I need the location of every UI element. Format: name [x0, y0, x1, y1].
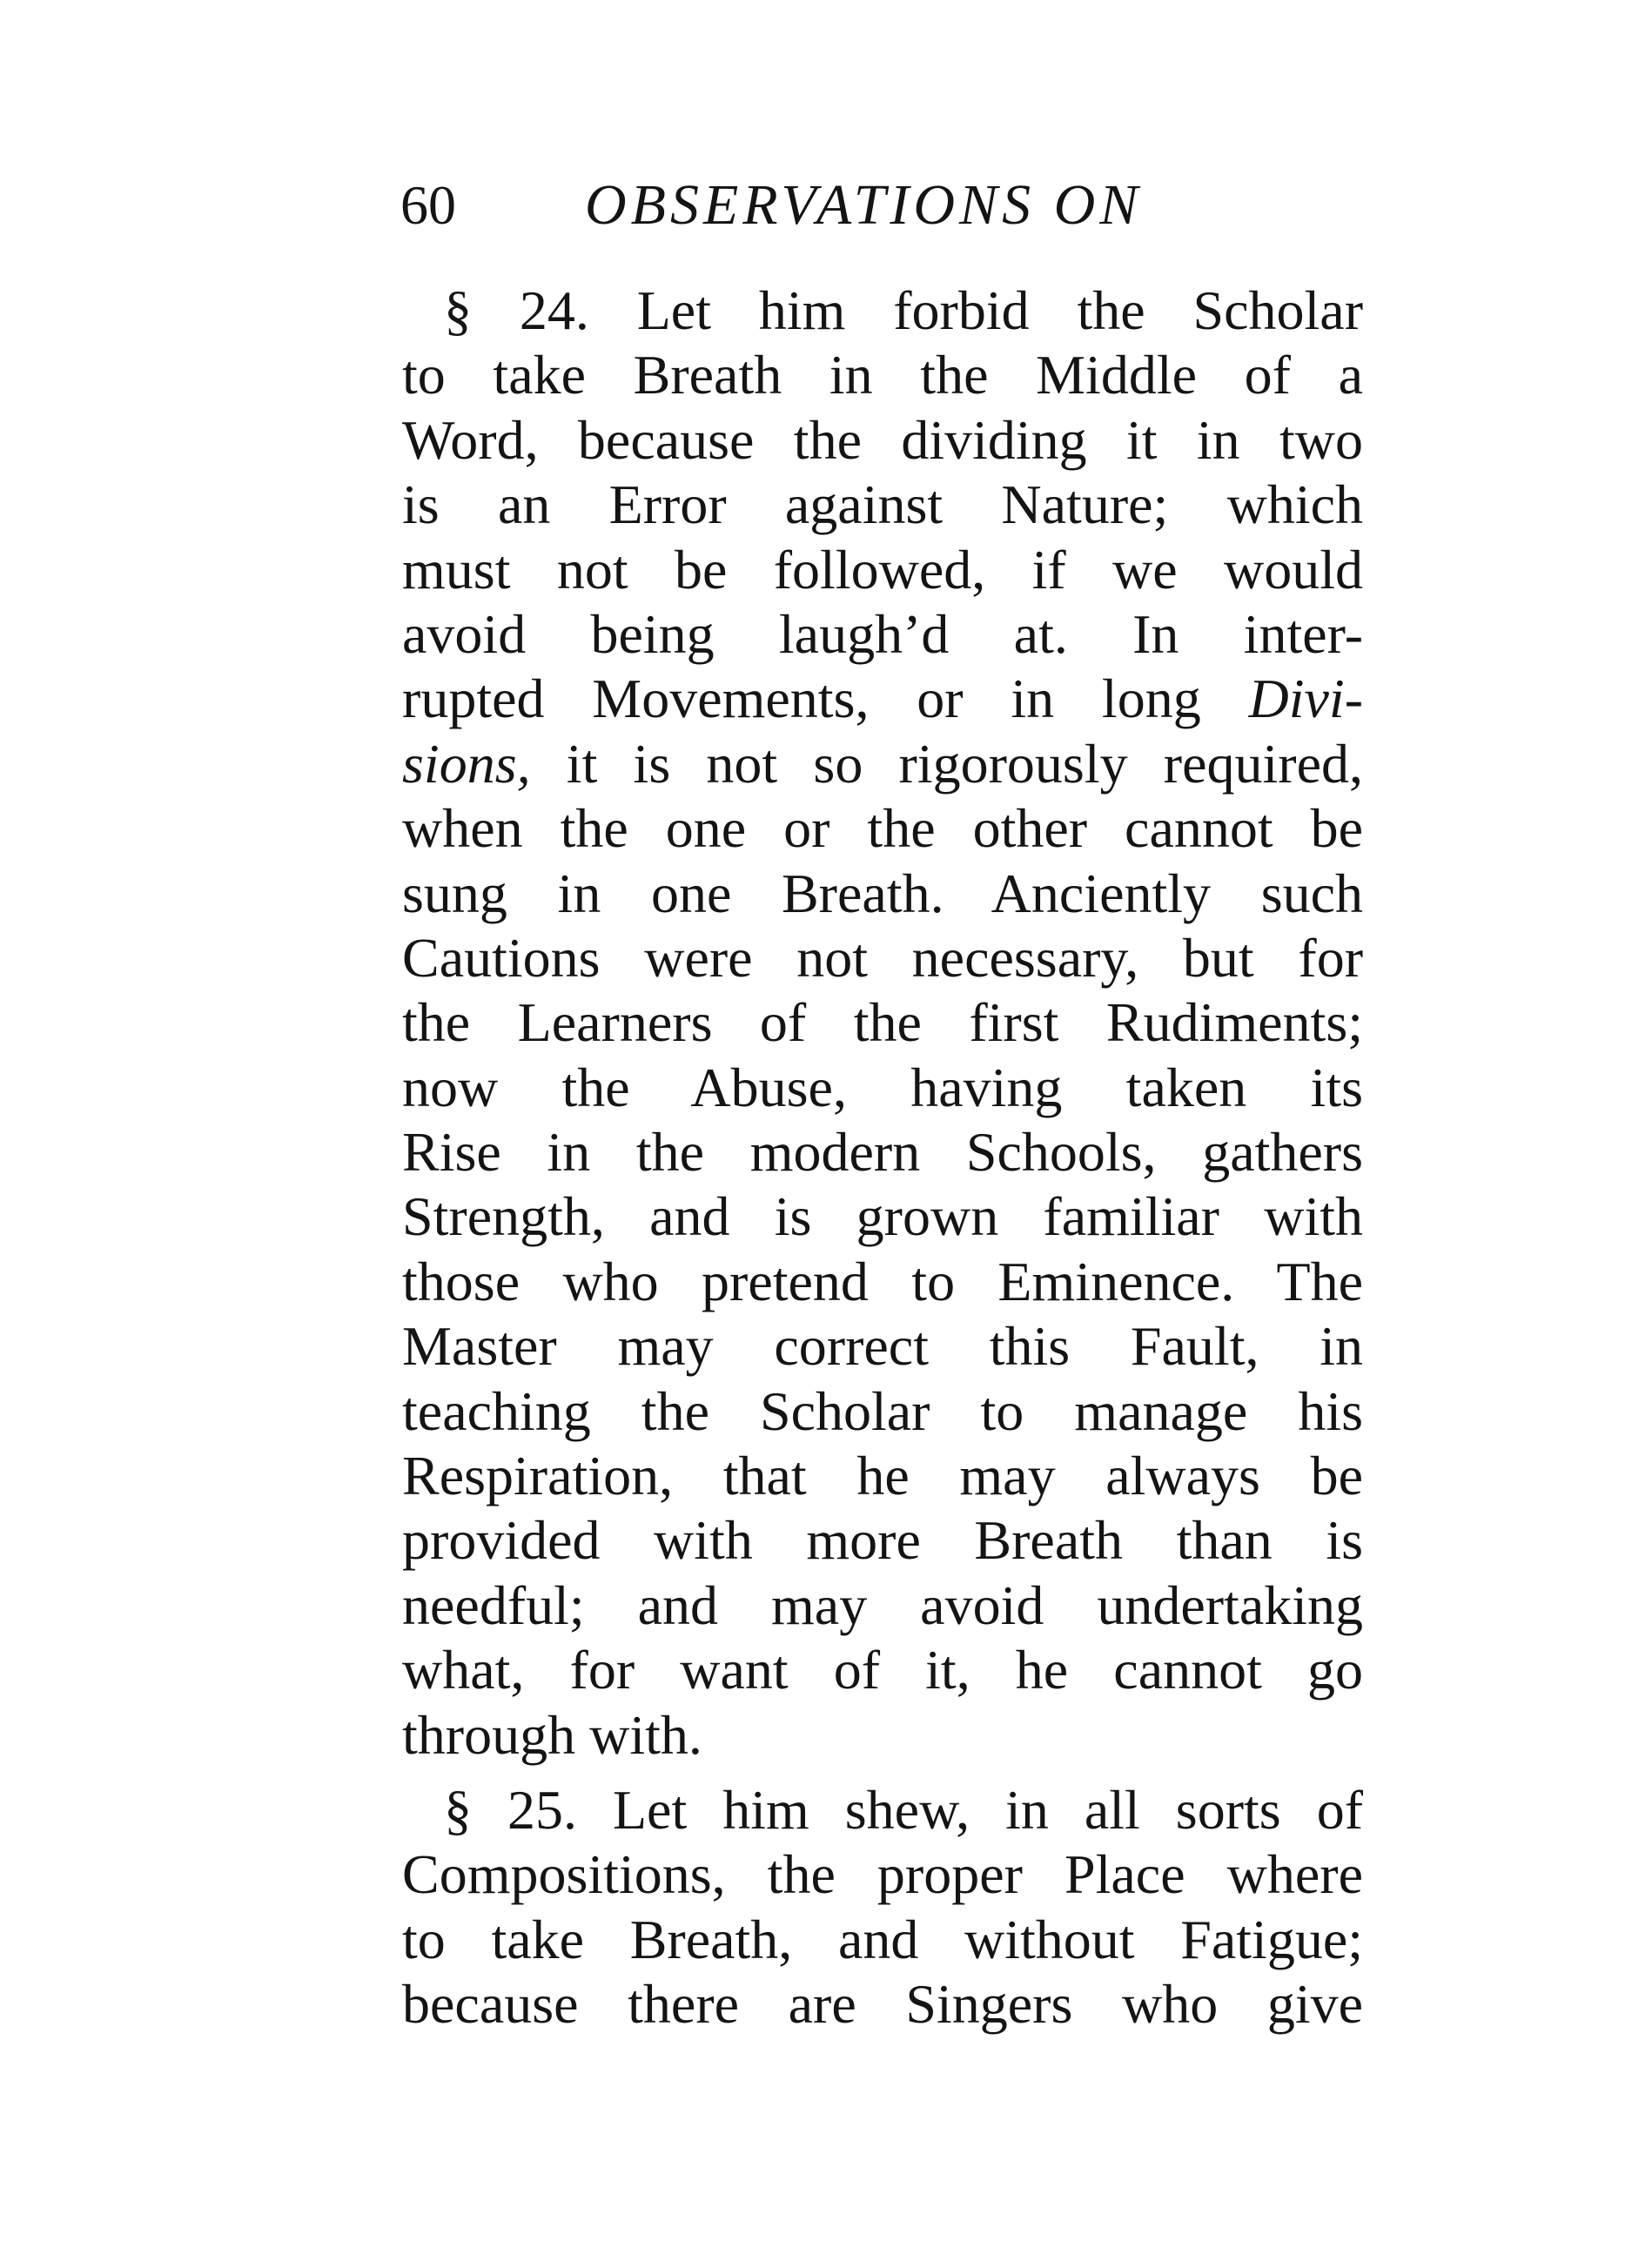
- page-number: 60: [400, 174, 456, 236]
- running-head: [400, 171, 1358, 240]
- text-line: what, for want of it, he cannot go: [402, 1639, 1363, 1701]
- text-line: must not be followed, if we would: [402, 538, 1363, 601]
- italic-word: sions,: [402, 732, 531, 795]
- text-line: Rise in the modern Schools, gathers: [402, 1121, 1363, 1184]
- italic-word: Divi-: [1248, 668, 1363, 730]
- text-line: is an Error against Nature; which: [402, 473, 1363, 536]
- running-title: OBSERVATIONS ON: [585, 173, 1143, 237]
- text-line: Cautions were not necessary, but for: [402, 926, 1363, 989]
- text-line: to take Breath in the Middle of a: [402, 344, 1363, 406]
- paragraph-25: [402, 1778, 1363, 2037]
- text-line: [402, 667, 1363, 731]
- text-line: sung in one Breath. Anciently such: [402, 862, 1363, 924]
- text-line: Word, because the dividing it in two: [402, 408, 1363, 471]
- text-segment: it is not so rigorously required,: [566, 732, 1363, 795]
- paragraph-gap: [402, 1768, 1363, 1778]
- text-line: to take Breath, and without Fatigue;: [402, 1908, 1363, 1970]
- text-line: Respiration, that he may always be: [402, 1445, 1363, 1507]
- text-line: through with.: [402, 1703, 702, 1766]
- text-line: when the one or the other cannot be: [402, 797, 1363, 860]
- text-segment: rupted Movements, or in long: [402, 668, 1201, 730]
- text-line: Strength, and is grown familiar with: [402, 1185, 1363, 1248]
- text-line: those who pretend to Eminence. The: [402, 1250, 1363, 1312]
- paragraph-24: [402, 278, 1363, 1768]
- text-line: [402, 732, 1363, 796]
- text-line: § 25. Let him shew, in all sorts of: [444, 1778, 1363, 1841]
- text-line: because there are Singers who give: [402, 1973, 1363, 2036]
- body-text: [402, 278, 1363, 2037]
- text-line: provided with more Breath than is: [402, 1509, 1363, 1572]
- text-line: needful; and may avoid undertaking: [402, 1573, 1363, 1636]
- text-line: the Learners of the first Rudiments;: [402, 991, 1363, 1054]
- text-line: avoid being laugh’d at. In inter-: [402, 602, 1363, 665]
- text-line: now the Abuse, having taken its: [402, 1056, 1363, 1118]
- text-line: § 24. Let him forbid the Scholar: [444, 279, 1363, 341]
- text-line: teaching the Scholar to manage his: [402, 1379, 1363, 1442]
- text-line: Master may correct this Fault, in: [402, 1315, 1363, 1378]
- text-line: Compositions, the proper Place where: [402, 1843, 1363, 1906]
